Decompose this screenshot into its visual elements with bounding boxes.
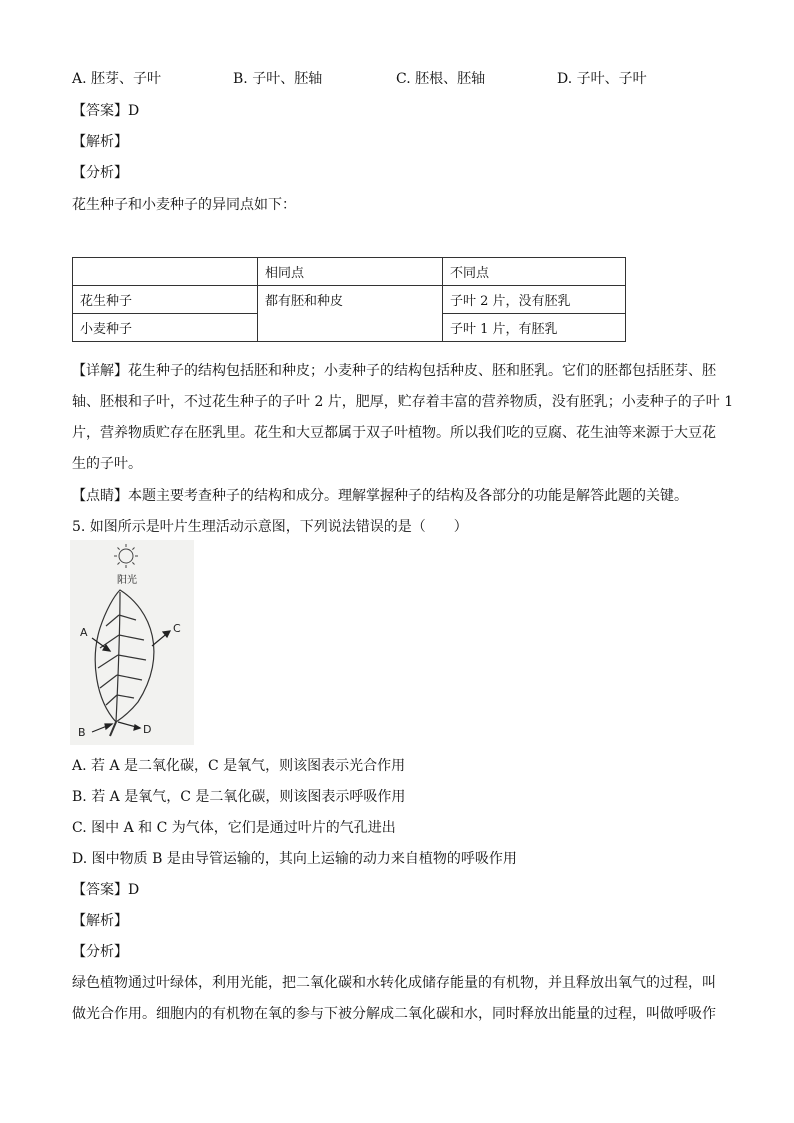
arrow-d-icon [118, 722, 140, 730]
table-cell-name: 小麦种子 [73, 314, 258, 342]
q5-analysis-label: 【解析】 [72, 913, 128, 929]
arrow-a-icon [92, 638, 110, 651]
q5-option-b: B. 若 A 是氧气，C 是二氧化碳，则该图表示呼吸作用 [72, 789, 406, 805]
detail-label: 【详解】 [72, 363, 128, 379]
q5-fenxi-label: 【分析】 [72, 944, 128, 960]
q4-comment [72, 485, 688, 505]
q4-detail-line-3: 片，营养物质贮存在胚乳里。花生和大豆都属于双子叶植物。所以我们吃的豆腐、花生油等来源于大豆花 [72, 425, 716, 441]
q4-answer [72, 100, 139, 120]
q4-fenxi-label: 【分析】 [72, 165, 128, 181]
sun-icon [114, 544, 138, 568]
table-header-cell [73, 258, 258, 286]
arrow-c-icon [152, 631, 170, 646]
table-cell-common: 都有胚和种皮 [258, 286, 443, 342]
label-a: A [80, 626, 88, 639]
table-cell-name: 花生种子 [73, 286, 258, 314]
q4-intro: 花生种子和小麦种子的异同点如下： [72, 197, 296, 213]
arrow-b-icon [92, 724, 112, 732]
q4-analysis-label: 【解析】 [72, 134, 128, 150]
q4-option-b: B. 子叶、胚轴 [233, 71, 323, 87]
q4-option-c: C. 胚根、胚轴 [396, 71, 486, 87]
label-d: D [143, 723, 152, 736]
q4-detail-line-4: 生的子叶。 [72, 456, 142, 472]
table-header-cell: 不同点 [443, 258, 626, 286]
comment-label: 【点睛】 [72, 488, 128, 504]
label-c: C [173, 622, 181, 635]
table-cell-diff: 子叶 1 片，有胚乳 [443, 314, 626, 342]
q4-option-a: A. 胚芽、子叶 [72, 71, 162, 87]
q5-fenxi-line-2: 做光合作用。细胞内的有机物在氧的参与下被分解成二氧化碳和水，同时释放出能量的过程，叫做呼吸作 [72, 1006, 716, 1022]
q5-answer [72, 879, 139, 899]
q4-detail-line-2: 轴、胚根和子叶，不过花生种子的子叶 2 片，肥厚，贮存着丰富的营养物质，没有胚乳；小麦种子的子叶 1 [72, 394, 734, 410]
q4-detail-line-1 [72, 360, 716, 380]
table-header-row [73, 258, 626, 286]
comment-text: 本题主要考查种子的结构和成分。理解掌握种子的结构及各部分的功能是解答此题的关键。 [128, 488, 688, 504]
table-cell-diff: 子叶 2 片，没有胚乳 [443, 286, 626, 314]
q5-fenxi-line-1: 绿色植物通过叶绿体，利用光能，把二氧化碳和水转化成储存能量的有机物，并且释放出氧气的过程，叫 [72, 975, 716, 991]
leaf-diagram [70, 540, 194, 745]
q4-option-d: D. 子叶、子叶 [557, 71, 647, 87]
answer-label: 【答案】 [72, 103, 128, 119]
q5-option-c: C. 图中 A 和 C 为气体，它们是通过叶片的气孔进出 [72, 820, 396, 836]
label-b: B [78, 726, 86, 739]
leaf-shape [95, 590, 154, 736]
answer-value: D [128, 882, 140, 898]
table-row [73, 286, 626, 314]
table-header-cell: 相同点 [258, 258, 443, 286]
q5-option-a: A. 若 A 是二氧化碳，C 是氧气，则该图表示光合作用 [72, 758, 406, 774]
sun-label: 阳光 [117, 575, 137, 586]
detail-text: 花生种子的结构包括胚和种皮；小麦种子的结构包括种皮、胚和胚乳。它们的胚都包括胚芽、胚 [128, 363, 716, 379]
answer-value: D [128, 103, 140, 119]
comparison-table [72, 257, 626, 342]
q5-question: 5. 如图所示是叶片生理活动示意图，下列说法错误的是（ ） [72, 519, 468, 535]
q5-option-d: D. 图中物质 B 是由导管运输的，其向上运输的动力来自植物的呼吸作用 [72, 851, 517, 867]
answer-label: 【答案】 [72, 882, 128, 898]
